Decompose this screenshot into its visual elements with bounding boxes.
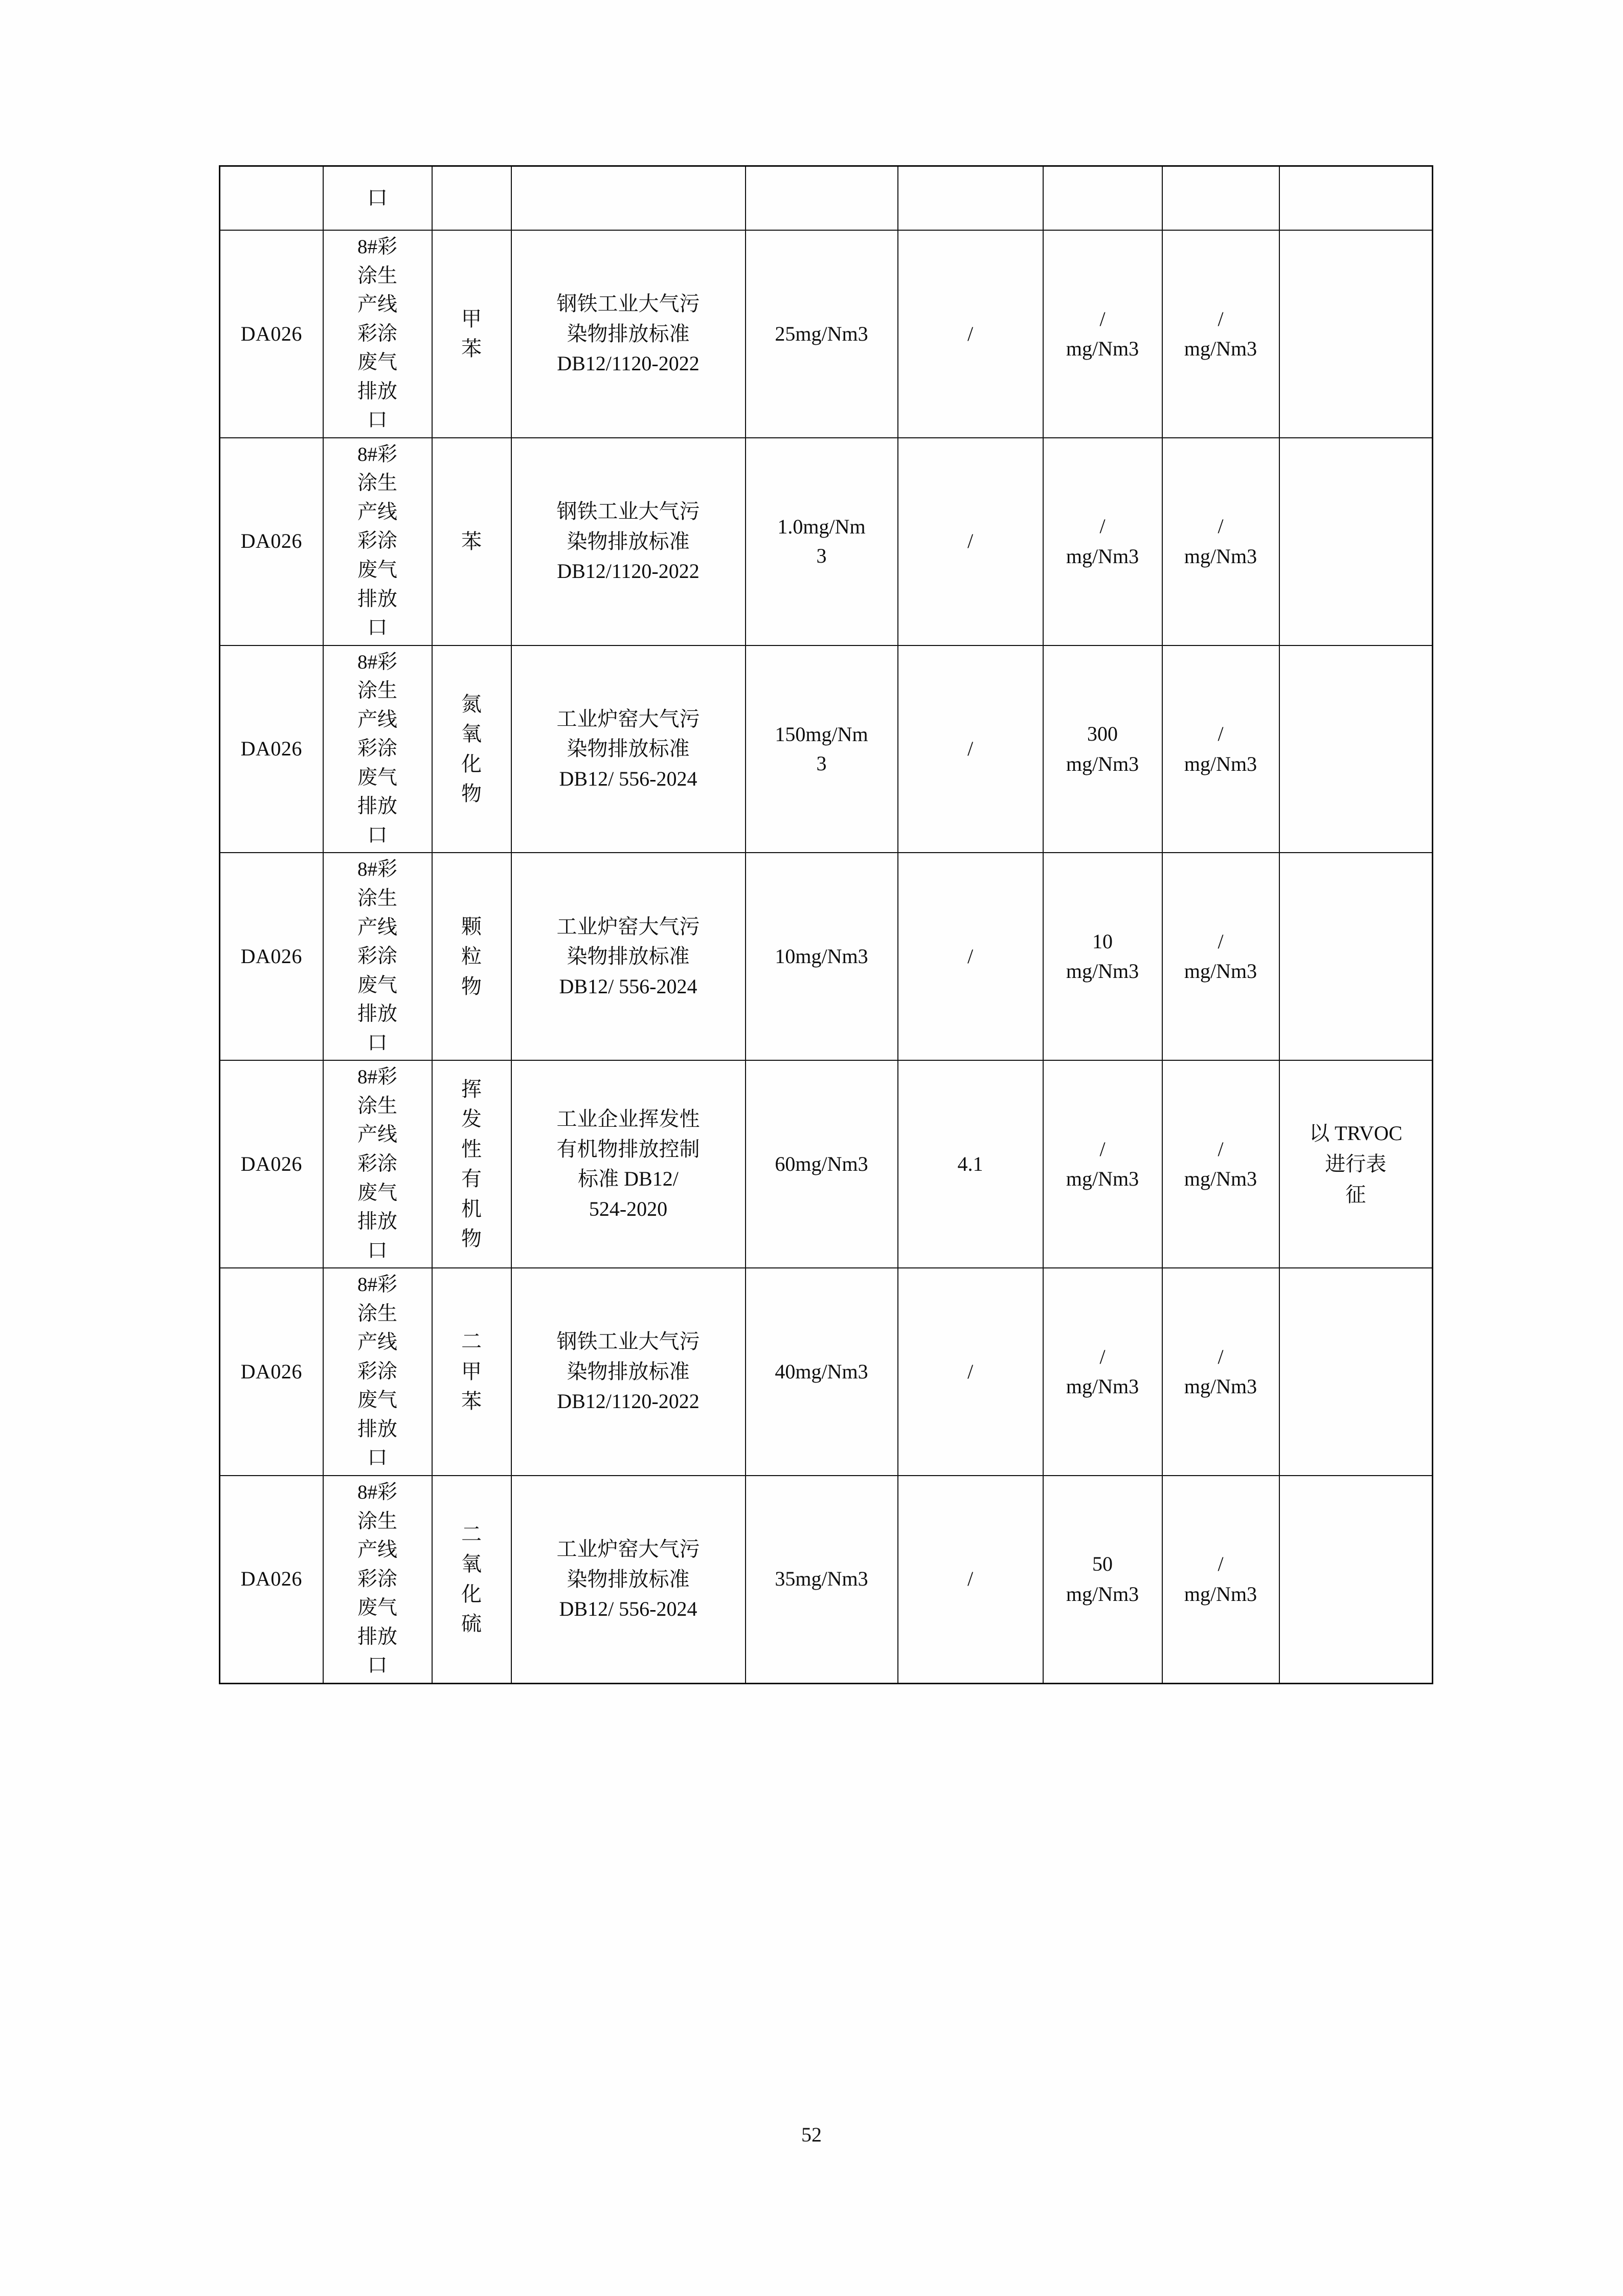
cell-standard: 钢铁工业大气污 染物排放标准 DB12/1120-2022 [511, 230, 746, 438]
cell-measured: / [898, 230, 1043, 438]
cell-measured [898, 166, 1043, 231]
cell-remark [1279, 230, 1433, 438]
table-row [220, 1268, 1433, 1476]
cell-limit-b: / mg/Nm3 [1043, 1060, 1162, 1268]
cell-limit-c: / mg/Nm3 [1162, 1476, 1279, 1683]
emission-limits-table [219, 165, 1433, 1684]
cell-limit-c [1162, 166, 1279, 231]
cell-limit-b: / mg/Nm3 [1043, 230, 1162, 438]
cell-outlet-name: 8#彩 涂生 产线 彩涂 废气 排放 口 [323, 853, 432, 1060]
cell-pollutant: 挥 发 性 有 机 物 [432, 1060, 511, 1268]
cell-limit-c: / mg/Nm3 [1162, 1268, 1279, 1476]
cell-outlet-name: 8#彩 涂生 产线 彩涂 废气 排放 口 [323, 230, 432, 438]
table-row-continued [220, 166, 1433, 231]
cell-limit-b: / mg/Nm3 [1043, 1268, 1162, 1476]
emission-rows-body [220, 230, 1433, 1683]
cell-limit-c: / mg/Nm3 [1162, 853, 1279, 1060]
cell-limit-b: 50 mg/Nm3 [1043, 1476, 1162, 1683]
cell-limit: 150mg/Nm 3 [746, 645, 898, 853]
cell-standard [511, 166, 746, 231]
cell-outlet-name: 8#彩 涂生 产线 彩涂 废气 排放 口 [323, 1060, 432, 1268]
cell-standard: 钢铁工业大气污 染物排放标准 DB12/1120-2022 [511, 438, 746, 645]
cell-measured: / [898, 853, 1043, 1060]
cell-limit-c: / mg/Nm3 [1162, 645, 1279, 853]
cell-limit-b: / mg/Nm3 [1043, 438, 1162, 645]
cell-pollutant: 二 氧 化 硫 [432, 1476, 511, 1683]
cell-limit-c: / mg/Nm3 [1162, 438, 1279, 645]
cell-limit-c: / mg/Nm3 [1162, 230, 1279, 438]
cell-outlet-name: 口 [323, 166, 432, 231]
cell-standard: 钢铁工业大气污 染物排放标准 DB12/1120-2022 [511, 1268, 746, 1476]
cell-limit-b: 300 mg/Nm3 [1043, 645, 1162, 853]
cell-outlet-code: DA026 [220, 230, 323, 438]
cell-remark [1279, 438, 1433, 645]
cell-pollutant [432, 166, 511, 231]
cell-limit: 1.0mg/Nm 3 [746, 438, 898, 645]
cell-outlet-code: DA026 [220, 1060, 323, 1268]
cell-measured: / [898, 1268, 1043, 1476]
cell-outlet-name: 8#彩 涂生 产线 彩涂 废气 排放 口 [323, 1268, 432, 1476]
cell-limit: 35mg/Nm3 [746, 1476, 898, 1683]
cell-outlet-code: DA026 [220, 438, 323, 645]
cell-pollutant: 二 甲 苯 [432, 1268, 511, 1476]
cell-limit: 25mg/Nm3 [746, 230, 898, 438]
cell-outlet-name: 8#彩 涂生 产线 彩涂 废气 排放 口 [323, 438, 432, 645]
cell-pollutant: 甲 苯 [432, 230, 511, 438]
cell-remark [1279, 853, 1433, 1060]
cell-remark [1279, 1476, 1433, 1683]
cell-outlet-name: 8#彩 涂生 产线 彩涂 废气 排放 口 [323, 645, 432, 853]
cell-outlet-code: DA026 [220, 1268, 323, 1476]
cell-standard: 工业炉窑大气污 染物排放标准 DB12/ 556-2024 [511, 853, 746, 1060]
cell-measured: 4.1 [898, 1060, 1043, 1268]
cell-limit: 40mg/Nm3 [746, 1268, 898, 1476]
cell-remark [1279, 1268, 1433, 1476]
cell-outlet-code [220, 166, 323, 231]
page-number: 52 [801, 2123, 822, 2146]
cell-standard: 工业企业挥发性 有机物排放控制 标准 DB12/ 524-2020 [511, 1060, 746, 1268]
cell-pollutant: 氮 氧 化 物 [432, 645, 511, 853]
table-row [220, 853, 1433, 1060]
cell-standard: 工业炉窑大气污 染物排放标准 DB12/ 556-2024 [511, 1476, 746, 1683]
cell-limit-b: 10 mg/Nm3 [1043, 853, 1162, 1060]
table-row [220, 645, 1433, 853]
cell-remark: 以 TRVOC 进行表 征 [1279, 1060, 1433, 1268]
cell-remark [1279, 645, 1433, 853]
cell-limit-c: / mg/Nm3 [1162, 1060, 1279, 1268]
cell-limit [746, 166, 898, 231]
emission-table-body [220, 166, 1433, 231]
cell-pollutant: 颗 粒 物 [432, 853, 511, 1060]
cell-pollutant: 苯 [432, 438, 511, 645]
cell-outlet-code: DA026 [220, 645, 323, 853]
cell-limit: 10mg/Nm3 [746, 853, 898, 1060]
table-row [220, 1060, 1433, 1268]
cell-limit-b [1043, 166, 1162, 231]
cell-outlet-code: DA026 [220, 1476, 323, 1683]
cell-measured: / [898, 1476, 1043, 1683]
emission-table-container [219, 165, 1432, 1684]
cell-standard: 工业炉窑大气污 染物排放标准 DB12/ 556-2024 [511, 645, 746, 853]
cell-limit: 60mg/Nm3 [746, 1060, 898, 1268]
table-row [220, 438, 1433, 645]
cell-outlet-name: 8#彩 涂生 产线 彩涂 废气 排放 口 [323, 1476, 432, 1683]
cell-measured: / [898, 645, 1043, 853]
table-row [220, 1476, 1433, 1683]
cell-outlet-code: DA026 [220, 853, 323, 1060]
cell-remark [1279, 166, 1433, 231]
cell-measured: / [898, 438, 1043, 645]
table-row [220, 230, 1433, 438]
